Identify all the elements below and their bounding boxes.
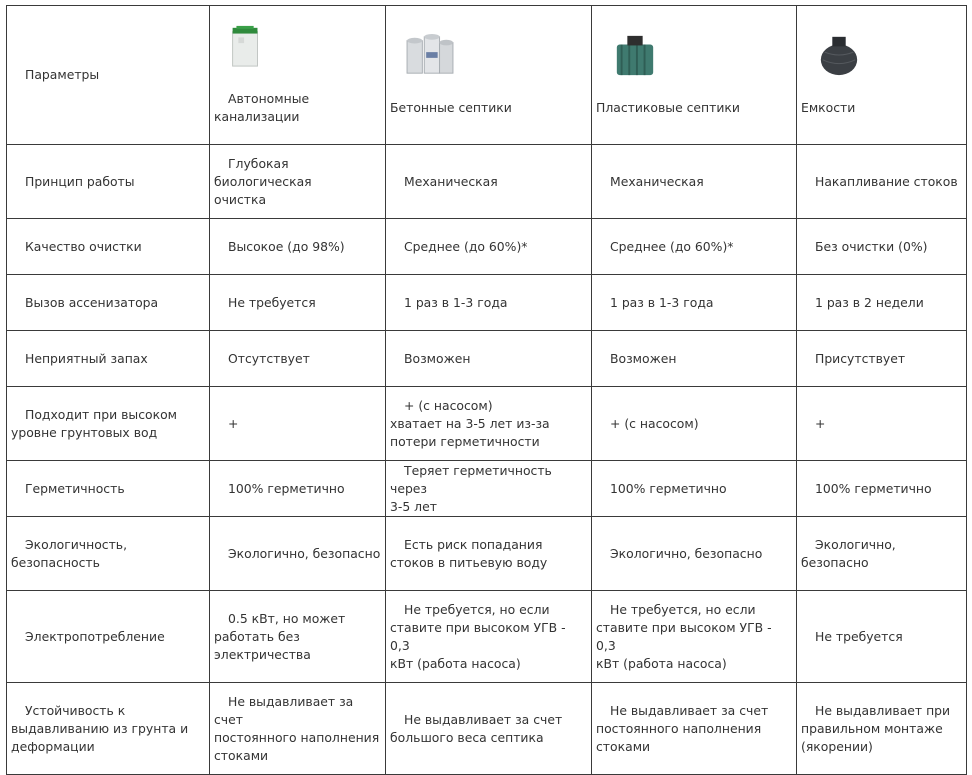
table-cell: 100% герметично: [797, 461, 967, 517]
storage-tank-icon: [817, 33, 861, 77]
comparison-table: [6, 5, 967, 775]
row-param: Неприятный запах: [7, 331, 210, 387]
product-header-storage: Емкости: [797, 6, 967, 145]
row-param: Подходит при высоком уровне грунтовых вод: [7, 387, 210, 461]
table-row: [7, 145, 967, 219]
table-row: [7, 275, 967, 331]
table-row: [7, 591, 967, 683]
table-cell: Экологично, безопасно: [210, 517, 386, 591]
product-header-plastic: Пластиковые септики: [592, 6, 797, 145]
plastic-septic-tank-icon: [612, 33, 658, 77]
table-cell: +: [797, 387, 967, 461]
table-row: [7, 387, 967, 461]
table-row: [7, 461, 967, 517]
table-row: [7, 219, 967, 275]
table-cell: 1 раз в 1-3 года: [386, 275, 592, 331]
table-cell: Не выдавливает за счет постоянного наполнения стоками: [592, 683, 797, 775]
table-cell: Не требуется: [210, 275, 386, 331]
params-header: Параметры: [7, 6, 210, 145]
table-cell: 100% герметично: [210, 461, 386, 517]
row-param: Герметичность: [7, 461, 210, 517]
table-cell: + (с насосом): [592, 387, 797, 461]
table-cell: Присутствует: [797, 331, 967, 387]
table-row: [7, 331, 967, 387]
table-cell: +: [210, 387, 386, 461]
table-cell: Экологично, безопасно: [592, 517, 797, 591]
table-cell: Возможен: [386, 331, 592, 387]
table-cell: Высокое (до 98%): [210, 219, 386, 275]
table-cell: 0.5 кВт, но может работать без электричества: [210, 591, 386, 683]
table-cell: Не требуется, но если ставите при высоком УГВ - 0,3 кВт (работа насоса): [386, 591, 592, 683]
table-cell: Не выдавливает за счет большого веса септика: [386, 683, 592, 775]
row-param: Устойчивость к выдавливанию из грунта и деформации: [7, 683, 210, 775]
table-cell: 1 раз в 1-3 года: [592, 275, 797, 331]
table-cell: Среднее (до 60%)*: [386, 219, 592, 275]
table-cell: Без очистки (0%): [797, 219, 967, 275]
table-cell: Экологично, безопасно: [797, 517, 967, 591]
table-cell: Есть риск попадания стоков в питьевую воду: [386, 517, 592, 591]
table-cell: Не требуется: [797, 591, 967, 683]
row-param: Экологичность, безопасность: [7, 517, 210, 591]
table-cell: Не требуется, но если ставите при высоком УГВ - 0,3 кВт (работа насоса): [592, 591, 797, 683]
header-row: [7, 6, 967, 145]
table-cell: Не выдавливает за счет постоянного наполнения стоками: [210, 683, 386, 775]
table-cell: + (с насосом) хватает на 3-5 лет из-за потери герметичности: [386, 387, 592, 461]
row-param: Качество очистки: [7, 219, 210, 275]
table-cell: Механическая: [386, 145, 592, 219]
table-cell: Среднее (до 60%)*: [592, 219, 797, 275]
table-cell: Механическая: [592, 145, 797, 219]
table-row: [7, 517, 967, 591]
table-row: [7, 683, 967, 775]
table-cell: Не выдавливает при правильном монтаже (якорении): [797, 683, 967, 775]
autonomous-sewer-unit-icon: [226, 24, 266, 68]
concrete-rings-icon: [400, 33, 460, 77]
table-cell: Накапливание стоков: [797, 145, 967, 219]
table-cell: Теряет герметичность через 3-5 лет: [386, 461, 592, 517]
table-cell: Глубокая биологическая очистка: [210, 145, 386, 219]
row-param: Вызов ассенизатора: [7, 275, 210, 331]
table-cell: 1 раз в 2 недели: [797, 275, 967, 331]
row-param: Электропотребление: [7, 591, 210, 683]
row-param: Принцип работы: [7, 145, 210, 219]
product-header-autonomous: Автономные канализации: [210, 6, 386, 145]
table-cell: Отсутствует: [210, 331, 386, 387]
table-cell: Возможен: [592, 331, 797, 387]
table-cell: 100% герметично: [592, 461, 797, 517]
product-header-concrete: Бетонные септики: [386, 6, 592, 145]
